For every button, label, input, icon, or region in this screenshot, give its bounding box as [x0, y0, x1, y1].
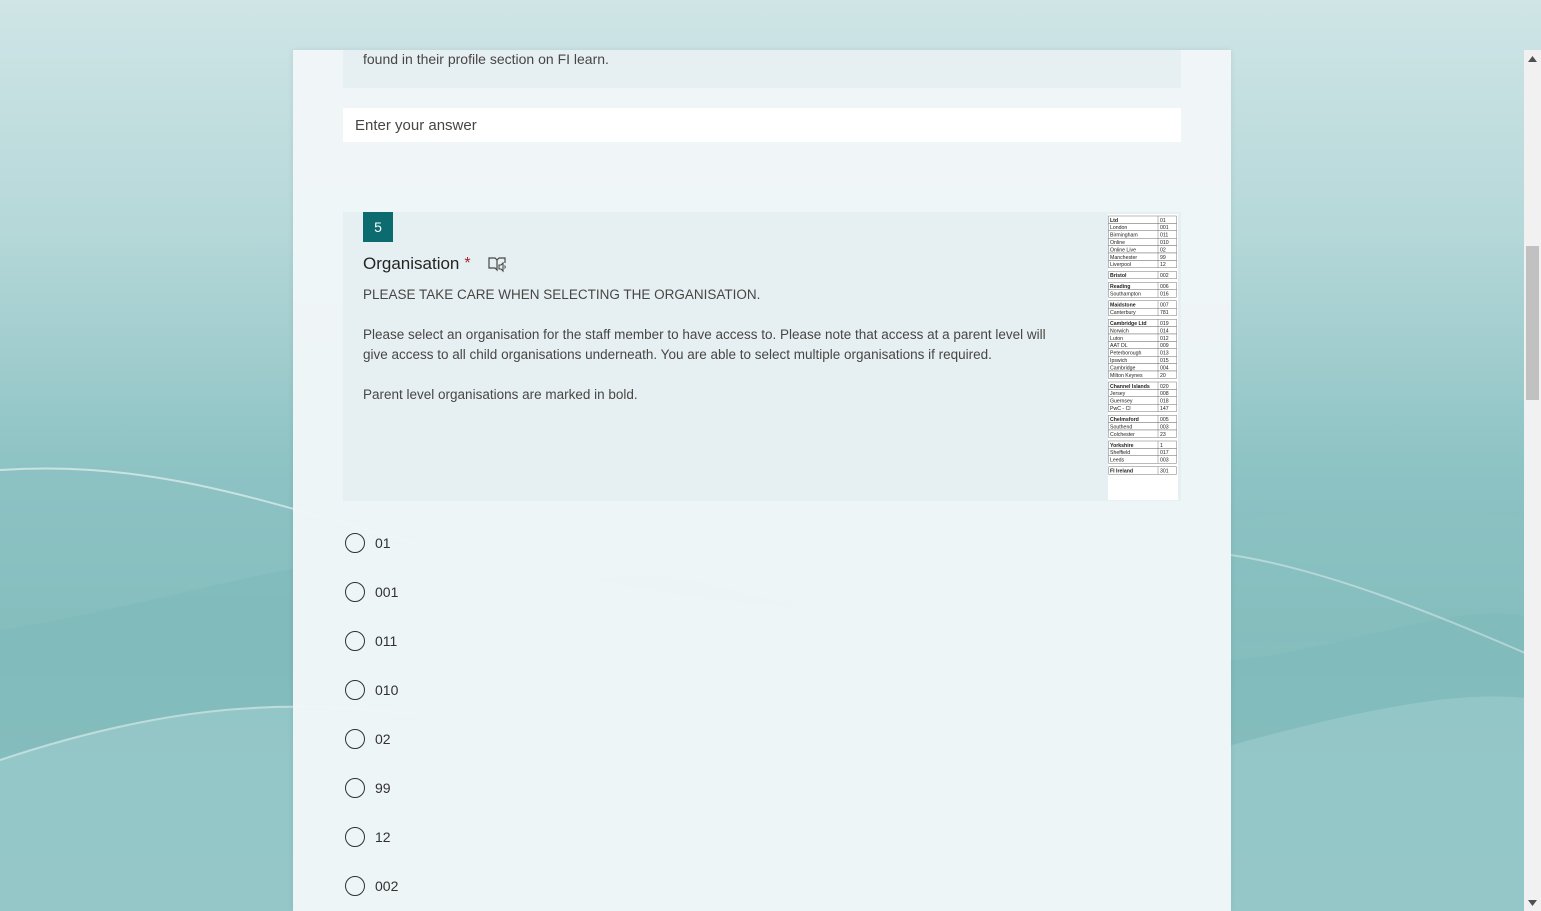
image-table-row [1109, 223, 1177, 231]
image-table-code: 1 [1160, 442, 1163, 449]
radio-option[interactable] [345, 714, 398, 763]
image-table-name: Liverpool [1110, 262, 1132, 269]
image-table-row [1109, 216, 1177, 224]
radio-button[interactable] [345, 533, 365, 553]
image-table-name: Channel Islands [1110, 383, 1150, 390]
image-table-row [1109, 327, 1177, 335]
radio-option[interactable] [345, 812, 398, 861]
image-table-code: 010 [1160, 240, 1169, 246]
organisation-options [345, 518, 398, 910]
image-table-code: 301 [1160, 468, 1169, 475]
image-table-code: 001 [1160, 225, 1169, 232]
image-table-row [1109, 341, 1177, 349]
image-table-name: Online [1110, 240, 1125, 246]
required-marker: * [464, 255, 471, 272]
form-card [293, 50, 1231, 911]
image-table-code: 007 [1160, 302, 1169, 309]
image-table-row [1109, 319, 1177, 327]
image-table-code: 20 [1160, 372, 1166, 379]
image-table-row [1109, 456, 1177, 464]
radio-option[interactable] [345, 665, 398, 714]
radio-option[interactable] [345, 763, 398, 812]
question-title: Organisation [363, 254, 460, 273]
image-table-row [1109, 260, 1177, 268]
image-table-row [1109, 404, 1177, 412]
image-table-name: Ipswich [1110, 358, 1128, 364]
question-5-box [343, 212, 1181, 501]
image-table-name: Reading [1110, 284, 1131, 291]
question-description [363, 285, 1073, 425]
image-table-code: 009 [1160, 343, 1169, 350]
scrollbar-thumb[interactable] [1526, 246, 1539, 400]
image-table-row [1109, 349, 1177, 357]
radio-option-label: 12 [375, 828, 391, 845]
image-table-name: Bristol [1110, 273, 1127, 280]
image-table-code: 013 [1160, 350, 1169, 357]
radio-button[interactable] [345, 631, 365, 651]
image-table-name: Leeds [1110, 457, 1125, 464]
image-table-row [1109, 430, 1177, 438]
image-table-name: Jersey [1110, 391, 1126, 398]
question-description-line: Please select an organisation for the staff member to have access to. Please note that access at a parent level will give access to all child organisations underneath. You are able to select multiple organisations if required. [363, 327, 1046, 362]
radio-option-label: 011 [375, 632, 398, 649]
image-table-row [1109, 448, 1177, 456]
previous-question-description-text: found in their profile section on FI learn. [363, 51, 609, 67]
image-table-row [1109, 308, 1177, 316]
image-table-code: 005 [1160, 417, 1169, 423]
image-table-code: 003 [1160, 424, 1169, 431]
image-table-row [1109, 231, 1177, 239]
image-table-name: Manchester [1110, 254, 1138, 261]
image-table-code: 99 [1160, 254, 1166, 261]
image-table-row [1109, 371, 1177, 379]
image-table-code: 017 [1160, 450, 1169, 457]
image-table-name: Canterbury [1110, 310, 1136, 316]
radio-option-label: 002 [375, 877, 399, 894]
answer-input[interactable] [343, 108, 1181, 142]
image-table-row [1109, 467, 1177, 475]
radio-option[interactable] [345, 616, 398, 665]
organisation-codes-image [1108, 214, 1178, 500]
image-table-name: Luton [1110, 335, 1123, 342]
immersive-reader-icon[interactable] [487, 255, 507, 273]
image-table-name: London [1110, 225, 1128, 232]
image-table-name: AAT DL [1110, 343, 1128, 350]
image-table-row [1109, 382, 1177, 390]
image-table-name: Southend [1110, 424, 1133, 431]
image-table-row [1109, 290, 1177, 298]
radio-button[interactable] [345, 680, 365, 700]
image-table-name: FI Ireland [1110, 468, 1134, 475]
radio-button[interactable] [345, 778, 365, 798]
image-table-name: Guernsey [1110, 398, 1133, 405]
image-table-code: 004 [1160, 365, 1169, 372]
image-table-code: 014 [1160, 328, 1169, 335]
image-table-name: Cambridge [1110, 365, 1136, 372]
image-table-name: Colchester [1110, 431, 1135, 438]
image-table-code: 003 [1160, 457, 1169, 464]
image-table-code: 015 [1160, 358, 1169, 364]
question-description-line: Parent level organisations are marked in bold. [363, 387, 638, 402]
image-table-name: Chelmsford [1110, 417, 1139, 423]
image-table-name: Norwich [1110, 328, 1129, 335]
image-table-name: Yorkshire [1110, 442, 1134, 449]
image-table-row [1109, 356, 1177, 364]
image-table-code: 23 [1160, 431, 1166, 438]
image-table-row [1109, 271, 1177, 279]
image-table-name: Milton Keynes [1110, 372, 1143, 379]
radio-option-label: 001 [375, 583, 399, 600]
image-table-name: Sheffield [1110, 450, 1131, 457]
radio-option-label: 01 [375, 534, 391, 551]
page-scrollbar[interactable] [1524, 50, 1541, 911]
image-table-name: Peterborough [1110, 350, 1142, 357]
image-table-row [1109, 253, 1177, 261]
image-table-row [1109, 389, 1177, 397]
image-table-code: 006 [1160, 284, 1169, 291]
image-table-name: Ltd [1110, 217, 1119, 224]
scroll-down-arrow-icon[interactable] [1524, 894, 1541, 911]
image-table-row [1109, 301, 1177, 309]
radio-option[interactable] [345, 861, 398, 910]
radio-button[interactable] [345, 876, 365, 896]
radio-option-label: 99 [375, 779, 391, 796]
image-table-row [1109, 364, 1177, 372]
image-table-row [1109, 246, 1177, 254]
image-table-code: 147 [1160, 406, 1169, 412]
image-table-row [1109, 415, 1177, 423]
image-table-code: 781 [1160, 310, 1169, 316]
question-description-line: PLEASE TAKE CARE WHEN SELECTING THE ORGANISATION. [363, 287, 761, 302]
image-table-code: 12 [1160, 262, 1166, 269]
image-table-name: Maidstone [1110, 302, 1136, 309]
question-title-row [363, 254, 507, 274]
image-table-row [1109, 441, 1177, 449]
image-table-code: 020 [1160, 383, 1169, 390]
image-table-name: Online Live [1110, 247, 1136, 254]
radio-button[interactable] [345, 582, 365, 602]
radio-option-label: 02 [375, 730, 391, 747]
image-table-code: 01 [1160, 217, 1166, 224]
radio-button[interactable] [345, 827, 365, 847]
radio-option[interactable] [345, 567, 398, 616]
image-table-name: PwC - CI [1110, 406, 1131, 412]
image-table-name: Southampton [1110, 291, 1141, 298]
image-table-name: Birmingham [1110, 232, 1138, 239]
image-table-code: 008 [1160, 391, 1169, 398]
image-table-code: 002 [1160, 273, 1169, 280]
image-table-code: 018 [1160, 398, 1169, 405]
image-table-name: Cambridge Ltd [1110, 321, 1147, 327]
image-table-code: 019 [1160, 321, 1169, 327]
image-table-code: 02 [1160, 247, 1166, 254]
image-table-row [1109, 423, 1177, 431]
image-table-row [1109, 282, 1177, 290]
scroll-up-arrow-icon[interactable] [1524, 50, 1541, 67]
radio-option[interactable] [345, 518, 398, 567]
radio-button[interactable] [345, 729, 365, 749]
image-table-code: 012 [1160, 335, 1169, 342]
image-table-row [1109, 238, 1177, 246]
image-table-row [1109, 334, 1177, 342]
radio-option-label: 010 [375, 681, 399, 698]
image-table-code: 016 [1160, 291, 1169, 298]
image-table-code: 011 [1160, 232, 1169, 239]
question-number-badge: 5 [363, 212, 393, 242]
image-table-row [1109, 397, 1177, 405]
previous-question-description [343, 50, 1181, 88]
